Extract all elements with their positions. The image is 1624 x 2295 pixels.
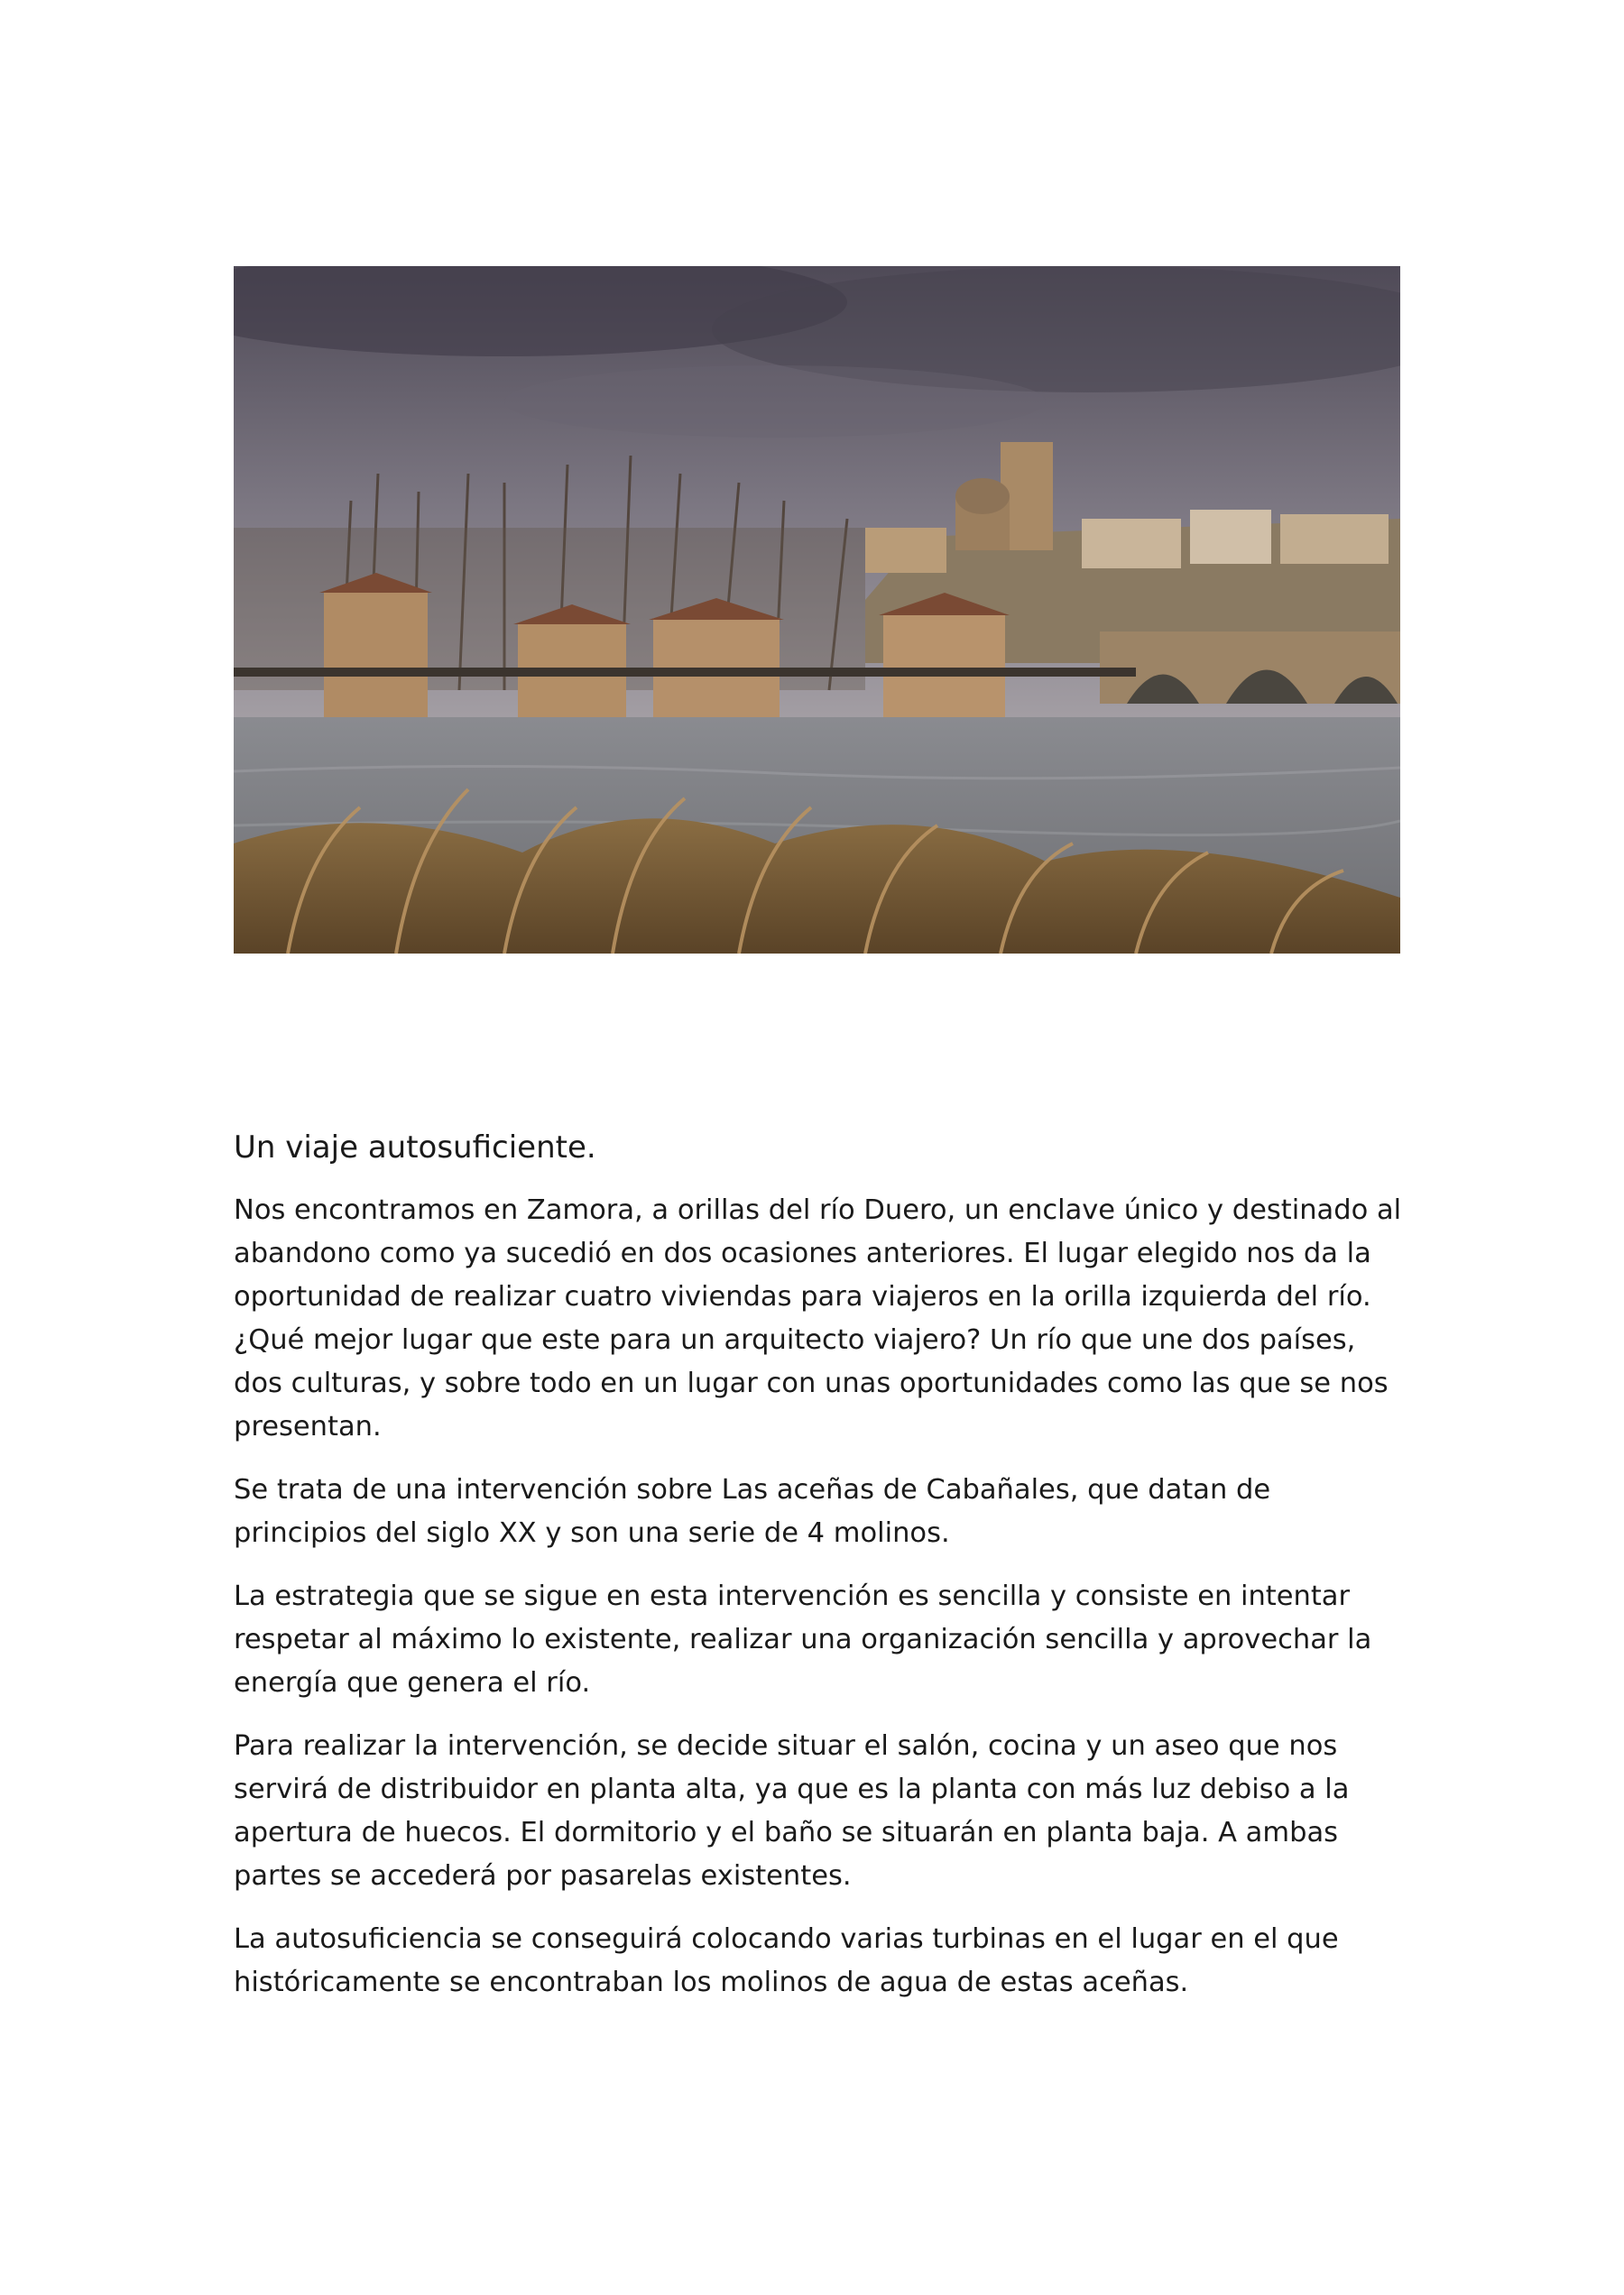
paragraph-1: Nos encontramos en Zamora, a orillas del río Duero, un enclave único y destinado al abandono como ya sucedió en dos ocasiones anteriores. El lugar elegido nos da la oportunidad de realizar cuatro viviendas para viajeros en la orilla izquierda del río. ¿Qué mejor lugar que este para un arquitecto viajero? Un río que une dos países, dos culturas, y sobre todo en un lugar con unas oportunidades como las que se nos presentan.: [234, 1194, 1402, 1443]
document-heading: Un viaje autosuficiente.: [234, 1129, 596, 1166]
paragraph-3: La estrategia que se sigue en esta intervención es sencilla y consiste en intentar respetar al máximo lo existente, realizar una organización sencilla y aprovechar la energía que genera el río.: [234, 1581, 1372, 1700]
paragraph-2: Se trata de una intervención sobre Las aceñas de Cabañales, que datan de principios del siglo XX y son una serie de 4 molinos.: [234, 1474, 1271, 1550]
paragraph-5: La autosuficiencia se conseguirá colocando varias turbinas en el lugar en el que históricamente se encontraban los molinos de agua de estas aceñas.: [234, 1923, 1339, 1999]
photo-illustration: [234, 266, 1400, 954]
paragraph-4: Para realizar la intervención, se decide situar el salón, cocina y un aseo que nos servirá de distribuidor en planta alta, ya que es la planta con más luz debiso a la apertura de huecos. El dormitorio y el baño se situarán en planta baja. A ambas partes se accederá por pasarelas existentes.: [234, 1730, 1350, 1893]
river-mills-photo: [234, 266, 1400, 954]
document-body: [234, 1128, 1407, 2024]
